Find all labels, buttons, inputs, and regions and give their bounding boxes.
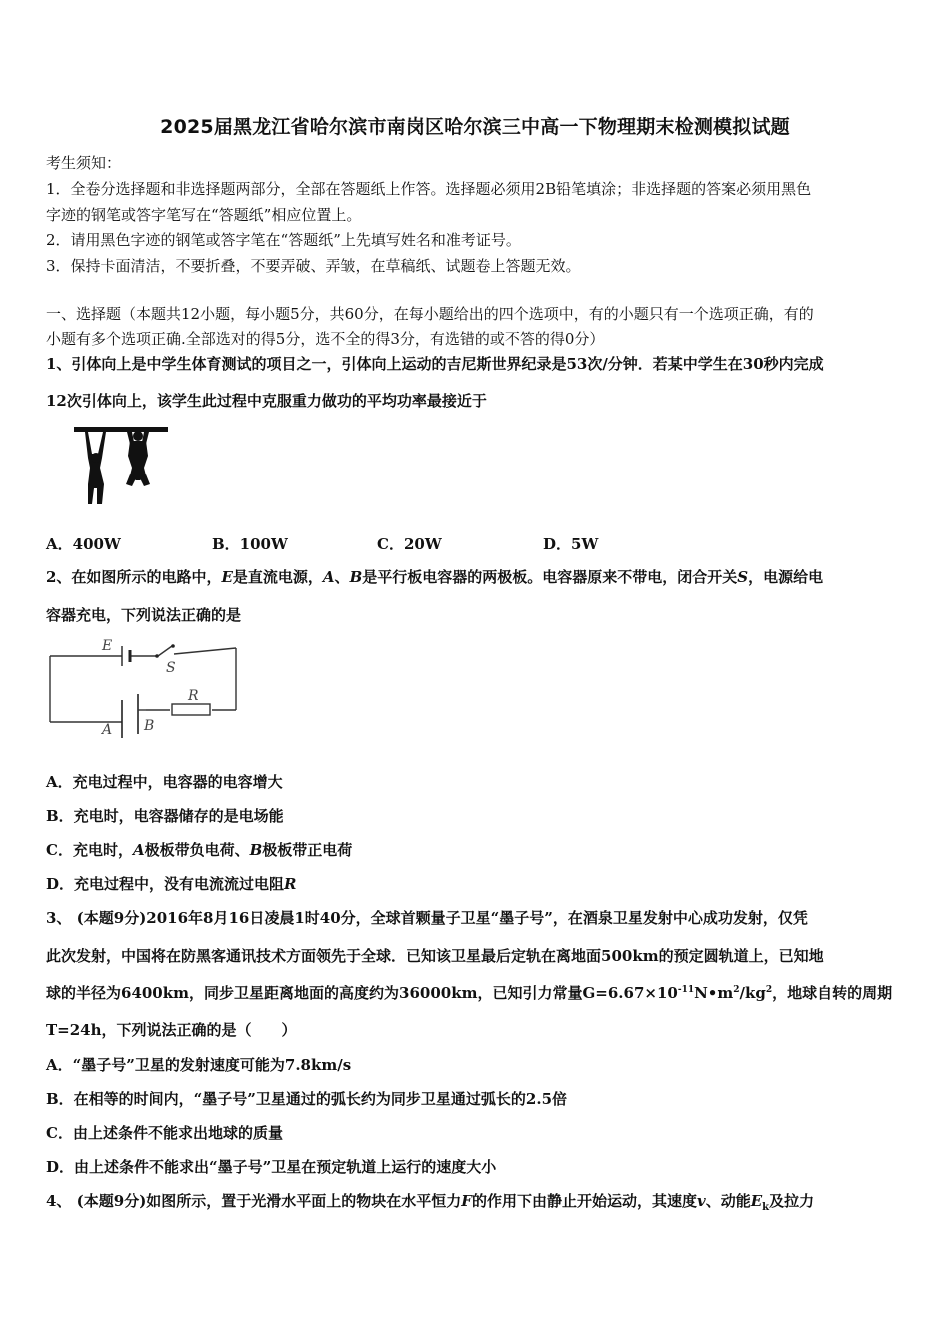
q1-option-a: A．400W: [46, 535, 121, 553]
q1-option-b: B．100W: [212, 535, 288, 553]
q2-option-c: C．充电时，A极板带负电荷、B极板带正电荷: [46, 841, 353, 859]
q3-stem: 此次发射，中国将在防黑客通讯技术方面领先于全球．已知该卫星最后定轨在离地面500km的预定圆轨道上，已知地: [46, 947, 824, 965]
section-instruction: 小题有多个选项正确.全部选对的得5分，选不全的得3分，有选错的或不答的得0分）: [46, 330, 605, 348]
q2-stem: 容器充电，下列说法正确的是: [46, 606, 242, 624]
q1-option-d: D．5W: [543, 535, 599, 553]
q2-stem: 2、在如图所示的电路中，E是直流电源，A、B是平行板电容器的两极板。电容器原来不带电，闭合开关S，电源给电: [46, 568, 824, 586]
q1-option-c: C．20W: [377, 535, 442, 553]
notice-item: 3．保持卡面清洁，不要折叠，不要弄破、弄皱，在草稿纸、试题卷上答题无效。: [46, 257, 581, 275]
q4-stem: 4、 (本题9分)如图所示，置于光滑水平面上的物块在水平恒力F的作用下由静止开始运动，其速度v、动能$E_k$及拉力: [46, 1192, 815, 1213]
q3-option-a: A．“墨子号”卫星的发射速度可能为7.8km/s: [46, 1056, 352, 1074]
pullup-figure: [70, 424, 170, 508]
label-s: S: [166, 660, 176, 676]
notice-item: 字迹的钢笔或答字笔写在“答题纸”相应位置上。: [46, 206, 362, 224]
q3-option-b: B．在相等的时间内，“墨子号”卫星通过的弧长约为同步卫星通过弧长的2.5倍: [46, 1090, 568, 1108]
label-r: R: [188, 688, 199, 704]
label-b: B: [144, 718, 155, 734]
q1-stem: 12次引体向上，该学生此过程中克服重力做功的平均功率最接近于: [46, 392, 487, 410]
q3-option-c: C．由上述条件不能求出地球的质量: [46, 1124, 283, 1142]
page-title: 2025届黑龙江省哈尔滨市南岗区哈尔滨三中高一下物理期末检测模拟试题: [160, 116, 790, 138]
circuit-diagram: [46, 634, 242, 740]
q2-option-a: A．充电过程中，电容器的电容增大: [46, 773, 283, 791]
q3-option-d: D．由上述条件不能求出“墨子号”卫星在预定轨道上运行的速度大小: [46, 1158, 497, 1176]
q3-stem: 3、 (本题9分)2016年8月16日凌晨1时40分，全球首颗量子卫星“墨子号”，在酒泉卫星发射中心成功发射，仅凭: [46, 909, 808, 927]
label-a: A: [102, 722, 113, 738]
q2-option-b: B．充电时，电容器储存的是电场能: [46, 807, 284, 825]
notice-heading: 考生须知：: [46, 154, 122, 172]
q2-option-d: D．充电过程中，没有电流流过电阻R: [46, 875, 297, 893]
q3-stem: 球的半径为6400km，同步卫星距离地面的高度约为36000km，已知引力常量$G=6.67\times 10^{-11}N•m^2/kg^2$，地球自转的周期: [46, 984, 893, 1002]
notice-item: 2．请用黑色字迹的钢笔或答字笔在“答题纸”上先填写姓名和准考证号。: [46, 231, 521, 249]
label-e: E: [102, 638, 113, 654]
q3-stem: T=24h，下列说法正确的是（ ）: [46, 1021, 297, 1039]
q1-stem: 1、引体向上是中学生体育测试的项目之一，引体向上运动的吉尼斯世界纪录是53次/分钟．若某中学生在30秒内完成: [46, 355, 824, 373]
section-instruction: 一、选择题（本题共12小题，每小题5分，共60分，在每小题给出的四个选项中，有的小题只有一个选项正确，有的: [46, 305, 814, 323]
notice-item: 1．全卷分选择题和非选择题两部分，全部在答题纸上作答。选择题必须用2B铅笔填涂；非选择题的答案必须用黑色: [46, 180, 812, 198]
